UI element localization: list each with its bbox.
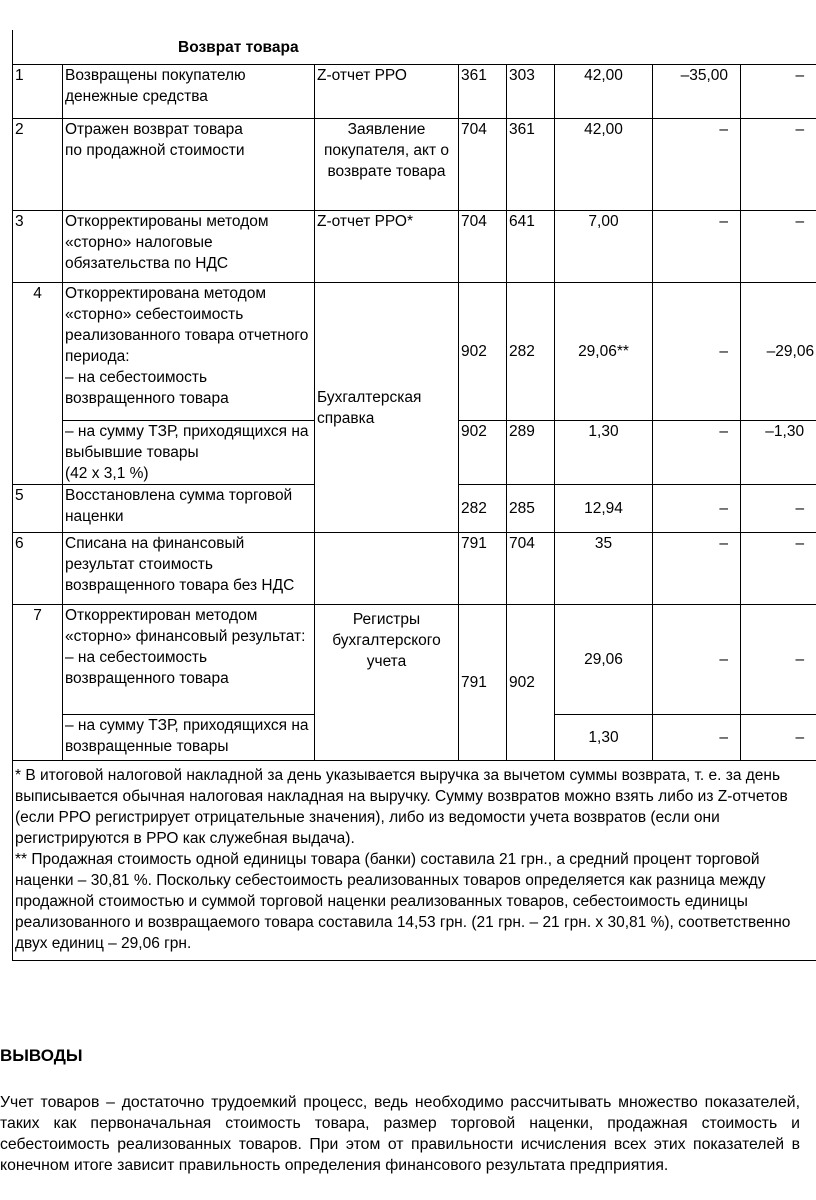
sum-cell: 7,00 [555,211,653,283]
sum-cell: 1,30 [555,715,653,761]
tax-cell-1: – [653,485,741,533]
section-title: Возврат товара [13,30,816,65]
debit-cell: 791 [459,605,507,761]
operation-line: – на сумму ТЗР, приходящихся на выбывшие товары [65,423,309,461]
sum-cell: 29,06 [555,605,653,715]
tax-cell-2: – [741,211,816,283]
tax-cell-1: – [653,211,741,283]
tax-cell-1: – [653,119,741,211]
operation-text [63,283,315,421]
sum-cell: 1,30 [555,421,653,485]
tax-cell-2: –1,30 [741,421,816,485]
footnote-row [13,761,816,961]
row-number: 7 [13,605,63,761]
tax-cell-1: – [653,605,741,715]
debit-cell: 361 [459,65,507,119]
sum-cell: 35 [555,533,653,605]
credit-cell: 303 [507,65,555,119]
footnote-2: ** Продажная стоимость одной единицы товара (банки) составила 21 грн., а средний процент торговой наценки – 30,81 %. Поскольку себестоимость реализованных товаров определяется как разница между продажной стоимостью и суммой торговой наценки реализованных товаров, себестоимость единицы реализованного и возвращаемого товара составила 14,53 грн. (21 грн. – 21 грн. х 30,81 %), соответственно двух единиц – 29,06 грн. [15,851,791,952]
credit-cell: 641 [507,211,555,283]
tax-cell-1: – [653,421,741,485]
operation-text [63,605,315,715]
table-row [13,119,816,211]
operation-line: – на себестоимость возвращенного товара [65,369,229,407]
debit-cell: 704 [459,119,507,211]
row-number: 3 [13,211,63,283]
operation-text: Восстановлена сумма торговой наценки [63,485,315,533]
row-number: 1 [13,65,63,119]
tax-cell-1: – [653,283,741,421]
row-number: 2 [13,119,63,211]
credit-cell: 282 [507,283,555,421]
debit-cell: 704 [459,211,507,283]
footnotes [13,761,816,961]
debit-cell: 902 [459,283,507,421]
row-number: 6 [13,533,63,605]
document-cell-empty [315,533,459,605]
row-number: 5 [13,485,63,533]
operations-table [12,30,816,961]
table-row [13,211,816,283]
sum-cell: 12,94 [555,485,653,533]
tax-cell-1: – [653,715,741,761]
conclusions-heading: ВЫВОДЫ [0,1046,83,1065]
credit-cell: 902 [507,605,555,761]
footnote-1: * В итоговой налоговой накладной за день указывается выручка за вычетом суммы возврата, т. е. за день выписывается обычная налоговая накладная на выручку. Сумму возвратов можно взять либо из Z-отчетов (если РРО регистрирует отрицательные значения), либо из ведомости учета возвратов (если они регистрируются в РРО как служебная выдача). [15,767,788,847]
credit-cell: 704 [507,533,555,605]
operation-text [63,119,315,211]
operation-text: Списана на финансовый результат стоимость возвращенного товара без НДС [63,533,315,605]
operation-line: (42 х 3,1 %) [65,465,149,482]
operation-line: – на себестоимость возвращенного товара [65,649,229,687]
debit-cell: 902 [459,421,507,485]
document-cell: Регистры бухгалтерского учета [315,605,459,761]
operation-text: – на сумму ТЗР, приходящихся на возвращенные товары [63,715,315,761]
tax-cell-2: – [741,485,816,533]
table-row [13,65,816,119]
row-number: 4 [13,283,63,485]
document-cell: Z-отчет РРО [315,65,459,119]
tax-cell-1: – [653,533,741,605]
operation-text [63,421,315,485]
table-row [13,605,816,715]
debit-cell: 282 [459,485,507,533]
section-title-row [13,30,816,65]
tax-cell-2: – [741,715,816,761]
tax-cell-2: –29,06 [741,283,816,421]
document-cell: Заявление покупателя, акт о возврате товара [315,119,459,211]
operation-line: Откорректирована методом «сторно» себестоимость реализованного товара отчетного периода: [65,285,309,365]
tax-cell-2: – [741,605,816,715]
operation-text: Откорректированы методом «сторно» налоговые обязательства по НДС [63,211,315,283]
table-row [13,283,816,421]
sum-cell: 42,00 [555,65,653,119]
tax-cell-1: –35,00 [653,65,741,119]
credit-cell: 285 [507,485,555,533]
credit-cell: 361 [507,119,555,211]
tax-cell-2: – [741,65,816,119]
sum-cell: 29,06** [555,283,653,421]
debit-cell: 791 [459,533,507,605]
operation-line: по продажной стоимости [65,142,245,159]
conclusions-paragraph: Учет товаров – достаточно трудоемкий процесс, ведь необходимо рассчитывать множество показателей, таких как первоначальная стоимость товара, размер торговой наценки, продажная стоимость и себестоимость реализованных товаров. При этом от правильности исчисления всех этих показателей в конечном итоге зависит правильность определения финансового результата предприятия. [0,1094,800,1174]
document-cell: Бухгалтерская справка [315,283,459,533]
credit-cell: 289 [507,421,555,485]
tax-cell-2: – [741,533,816,605]
table-row [13,533,816,605]
operation-line: Откорректирован методом «сторно» финансовый результат: [65,607,306,645]
document-cell: Z-отчет РРО* [315,211,459,283]
tax-cell-2: – [741,119,816,211]
operation-line: Отражен возврат товара [65,121,243,138]
operation-text: Возвращены покупателю денежные средства [63,65,315,119]
sum-cell: 42,00 [555,119,653,211]
